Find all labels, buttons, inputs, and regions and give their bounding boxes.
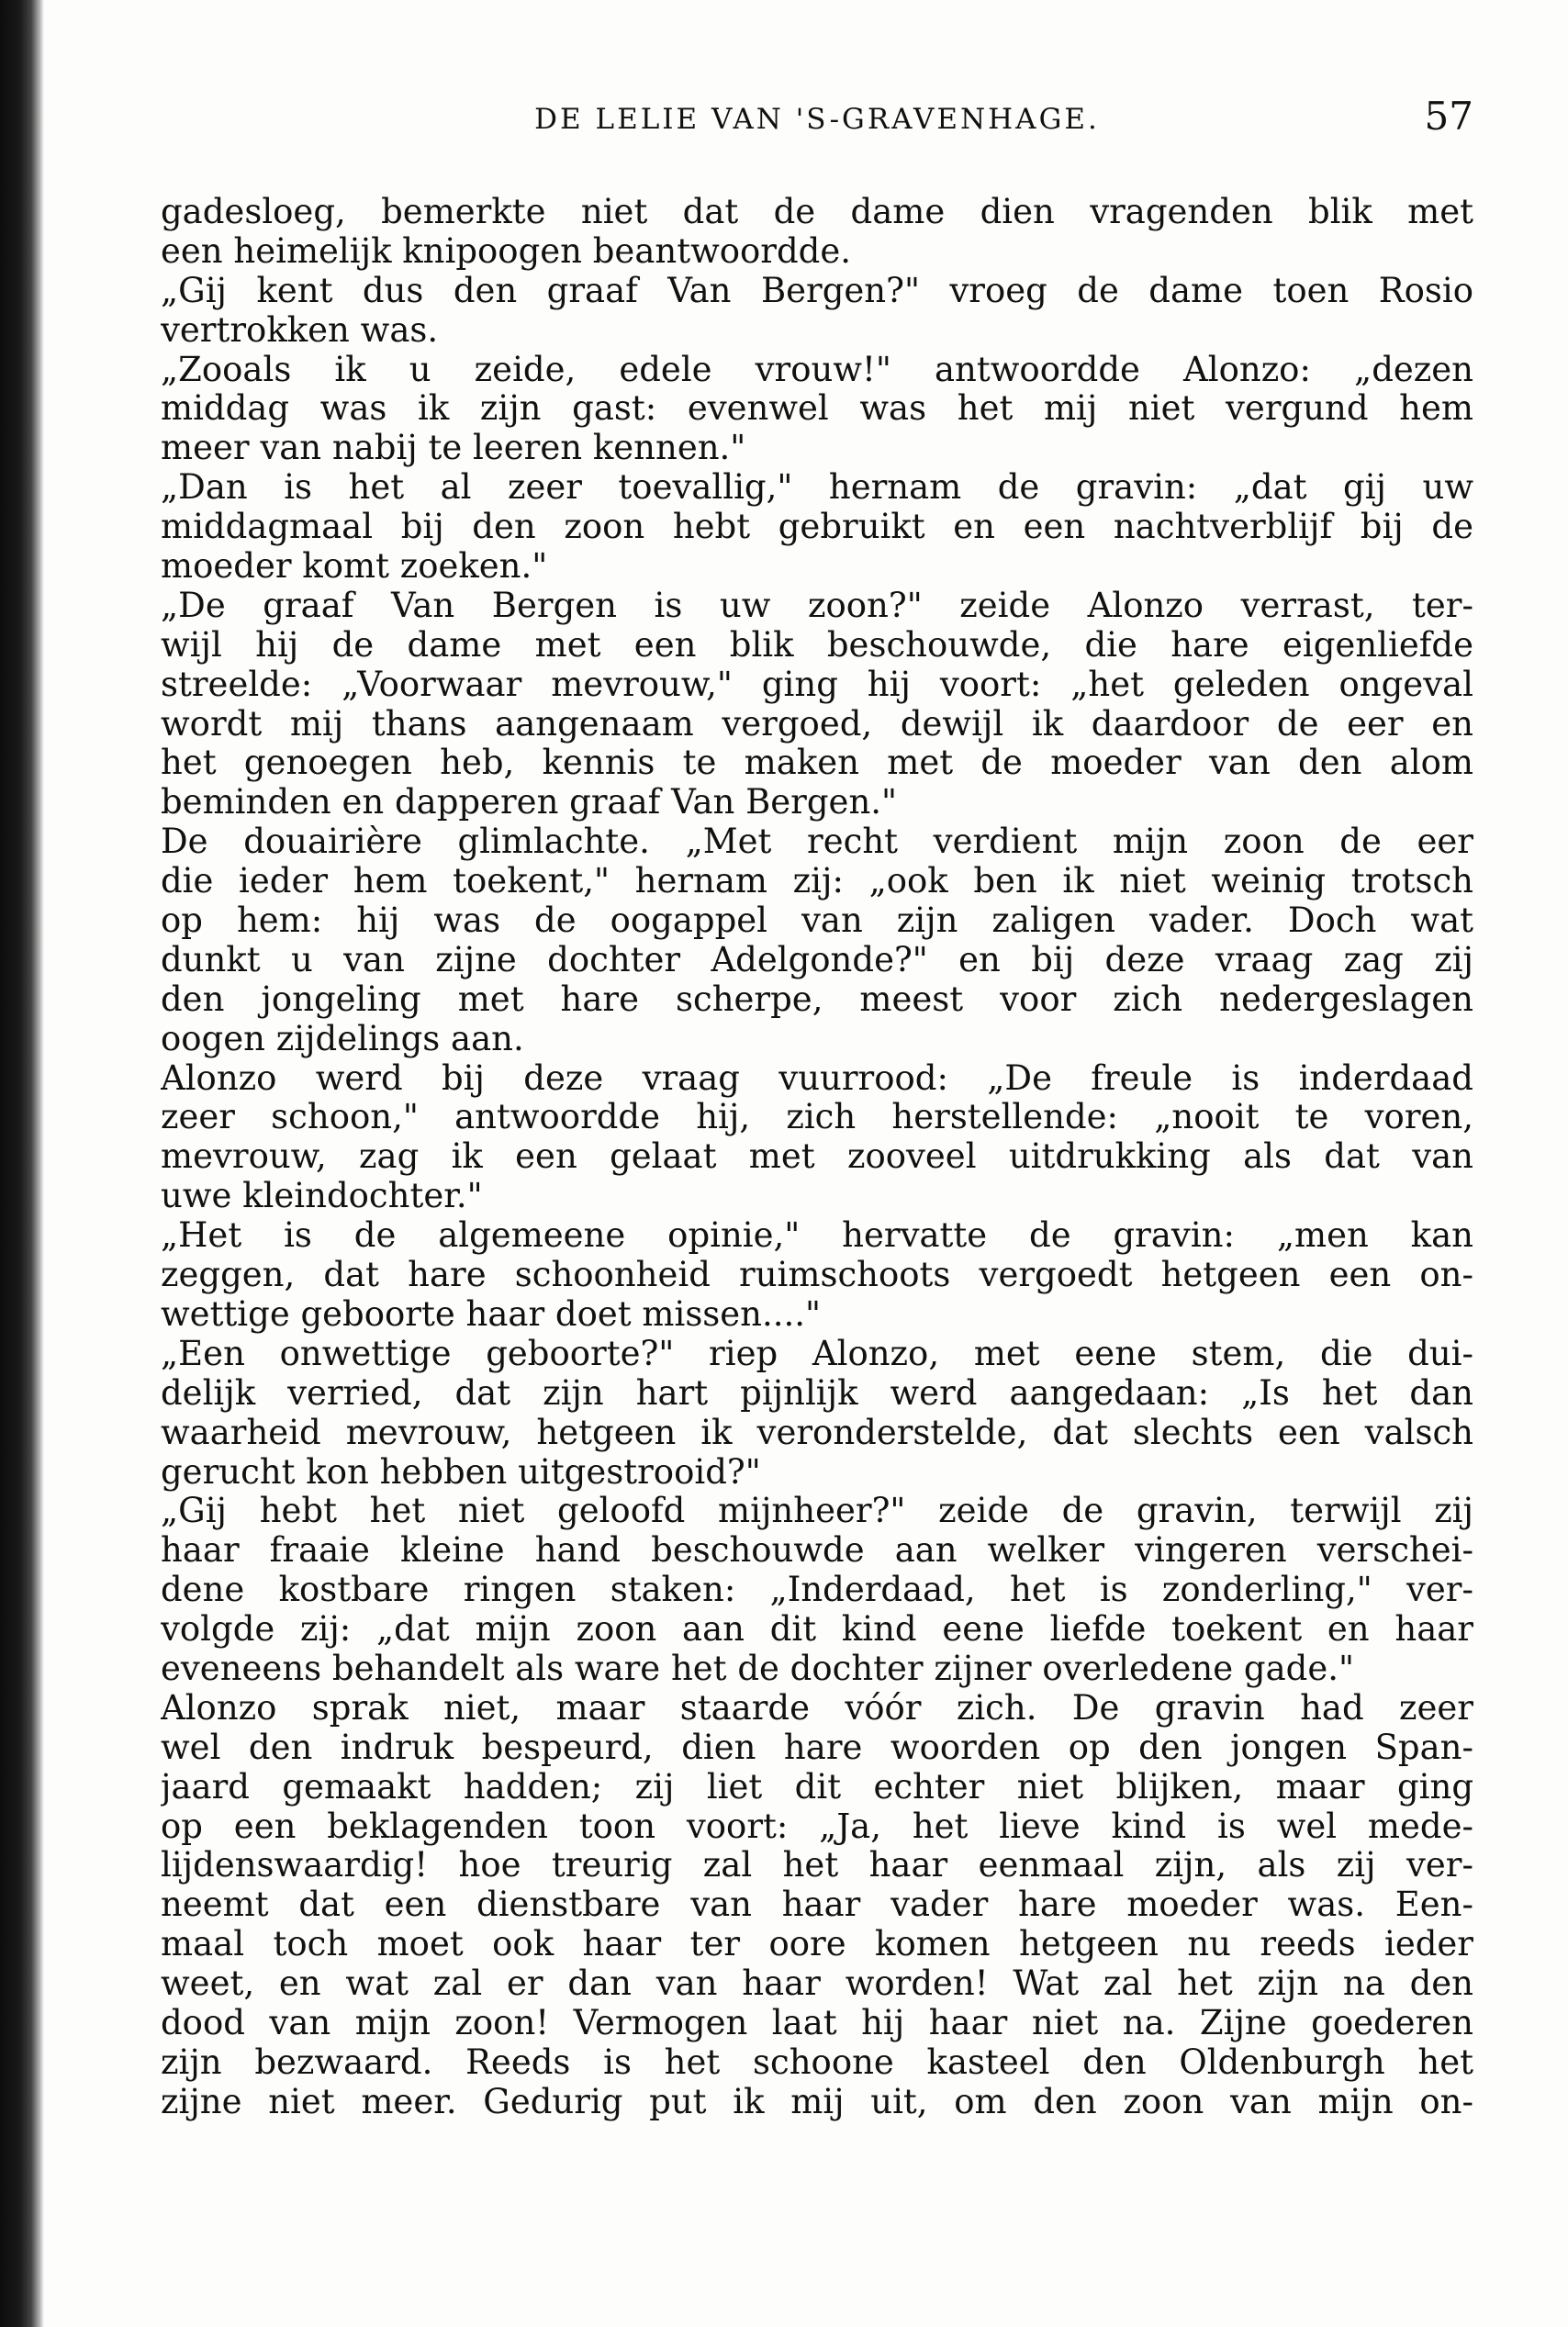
- page-header: [161, 92, 1473, 147]
- text-line: uwe kleindochter.": [161, 1177, 483, 1216]
- text-line: neemt dat een dienstbare van haar vader hare moeder was. Een-: [161, 1885, 1473, 1925]
- running-title: DE LELIE VAN 'S-GRAVENHAGE.: [534, 103, 1100, 136]
- text-line: zeer schoon," antwoordde hij, zich herstellende: „nooit te voren,: [161, 1098, 1473, 1137]
- text-line: mevrouw, zag ik een gelaat met zooveel uitdrukking als dat van: [161, 1137, 1473, 1177]
- text-line: lijdenswaardig! hoe treurig zal het haar eenmaal zijn, als zij ver-: [161, 1846, 1473, 1885]
- text-line: zijne niet meer. Gedurig put ik mij uit, om den zoon van mijn on-: [161, 2082, 1473, 2121]
- text-line: maal toch moet ook haar ter oore komen hetgeen nu reeds ieder: [161, 1925, 1473, 1964]
- text-line: wettige geboorte haar doet missen....": [161, 1294, 822, 1334]
- text-line: middagmaal bij den zoon hebt gebruikt en een nachtverblijf bij de: [161, 508, 1473, 547]
- text-line: meer van nabij te leeren kennen.": [161, 429, 746, 468]
- text-line: Alonzo sprak niet, maar staarde vóór zich. De gravin had zeer: [161, 1688, 1473, 1728]
- text-line: oogen zijdelings aan.: [161, 1019, 524, 1058]
- text-line: middag was ik zijn gast: evenwel was het mij niet vergund hem: [161, 389, 1473, 429]
- text-line: De douairière glimlachte. „Met recht verdient mijn zoon de eer: [161, 822, 1473, 862]
- text-line: volgde zij: „dat mijn zoon aan dit kind eene liefde toekent en haar: [161, 1610, 1473, 1650]
- text-line: „De graaf Van Bergen is uw zoon?" zeide Alonzo verrast, ter-: [161, 586, 1473, 625]
- text-line: dood van mijn zoon! Vermogen laat hij haar niet na. Zijne goederen: [161, 2003, 1473, 2042]
- text-line: wijl hij de dame met een blik beschouwde, die hare eigenliefde: [161, 625, 1473, 665]
- text-line: streelde: „Voorwaar mevrouw," ging hij voort: „het geleden ongeval: [161, 665, 1473, 704]
- text-line: „Dan is het al zeer toevallig," hernam de gravin: „dat gij uw: [161, 468, 1473, 508]
- text-line: wel den indruk bespeurd, dien hare woorden op den jongen Span-: [161, 1728, 1473, 1767]
- text-line: zijn bezwaard. Reeds is het schoone kasteel den Oldenburgh het: [161, 2042, 1473, 2082]
- text-line: eveneens behandelt als ware het de dochter zijner overledene gade.": [161, 1649, 1355, 1688]
- text-line: die ieder hem toekent," hernam zij: „ook ben ik niet weinig trotsch: [161, 862, 1473, 901]
- body-text: [161, 193, 1473, 2122]
- text-line: den jongeling met hare scherpe, meest voor zich nedergeslagen: [161, 979, 1473, 1019]
- text-line: een heimelijk knipoogen beantwoordde.: [161, 231, 852, 271]
- text-line: weet, en wat zal er dan van haar worden! Wat zal het zijn na den: [161, 1964, 1473, 2004]
- text-line: „Het is de algemeene opinie," hervatte de gravin: „men kan: [161, 1216, 1473, 1256]
- text-line: zeggen, dat hare schoonheid ruimschoots vergoedt hetgeen een on-: [161, 1256, 1473, 1295]
- text-line: jaard gemaakt hadden; zij liet dit echter niet blijken, maar ging: [161, 1767, 1473, 1807]
- text-line: delijk verried, dat zijn hart pijnlijk werd aangedaan: „Is het dan: [161, 1373, 1473, 1413]
- text-line: op een beklagenden toon voort: „Ja, het lieve kind is wel mede-: [161, 1807, 1473, 1846]
- text-line: „Zooals ik u zeide, edele vrouw!" antwoordde Alonzo: „dezen: [161, 350, 1473, 389]
- book-spine-shadow: [0, 0, 44, 2327]
- text-line: dunkt u van zijne dochter Adelgonde?" en bij deze vraag zag zij: [161, 940, 1473, 979]
- text-line: gadesloeg, bemerkte niet dat de dame dien vragenden blik met: [161, 193, 1473, 231]
- text-line: „Gij kent dus den graaf Van Bergen?" vroeg de dame toen Rosio: [161, 271, 1473, 310]
- page-number: 57: [1424, 94, 1473, 139]
- text-line: wordt mij thans aangenaam vergoed, dewijl ik daardoor de eer en: [161, 704, 1473, 744]
- text-line: dene kostbare ringen staken: „Inderdaad, het is zonderling," ver-: [161, 1571, 1473, 1610]
- text-line: waarheid mevrouw, hetgeen ik veronderstelde, dat slechts een valsch: [161, 1413, 1473, 1452]
- text-line: vertrokken was.: [161, 310, 439, 350]
- text-line: „Een onwettige geboorte?" riep Alonzo, met eene stem, die dui-: [161, 1334, 1473, 1373]
- text-line: „Gij hebt het niet geloofd mijnheer?" zeide de gravin, terwijl zij: [161, 1492, 1473, 1531]
- text-line: Alonzo werd bij deze vraag vuurrood: „De freule is inderdaad: [161, 1058, 1473, 1098]
- text-line: haar fraaie kleine hand beschouwde aan welker vingeren verschei-: [161, 1531, 1473, 1571]
- text-line: moeder komt zoeken.": [161, 547, 548, 587]
- text-line: op hem: hij was de oogappel van zijn zaligen vader. Doch wat: [161, 901, 1473, 941]
- text-line: beminden en dapperen graaf Van Bergen.": [161, 783, 898, 822]
- text-line: gerucht kon hebben uitgestrooid?": [161, 1452, 761, 1492]
- text-line: het genoegen heb, kennis te maken met de moeder van den alom: [161, 744, 1473, 783]
